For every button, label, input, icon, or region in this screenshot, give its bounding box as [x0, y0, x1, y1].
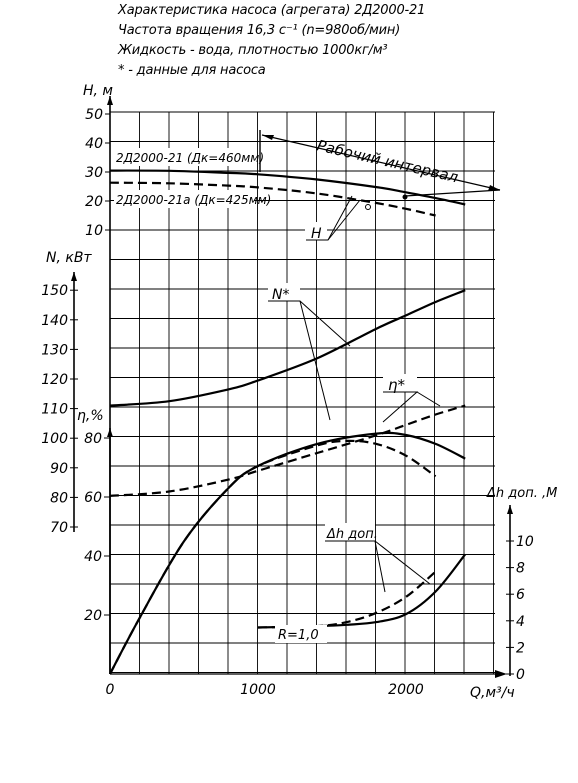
n-axis-arrow — [71, 272, 77, 281]
series-N-dashed-line — [110, 406, 465, 496]
callout-eta-leader — [417, 392, 440, 406]
header-title: Характеристика насоса (агрегата) 2Д2000-21 — [118, 3, 426, 18]
n-tick-label: 90 — [50, 460, 68, 477]
series-dh-dashed-line — [258, 572, 436, 628]
dh-tick-label: 8 — [516, 560, 525, 577]
dh-tick-label: 4 — [516, 613, 525, 630]
n-tick-label: 120 — [41, 372, 68, 388]
n-tick-label: 70 — [50, 520, 68, 536]
eta-axis-label: η,% — [77, 408, 104, 424]
eta-tick-label: 60 — [84, 490, 102, 506]
dh-tick-label: 6 — [516, 587, 525, 604]
callout-h-label: H — [311, 226, 322, 242]
callout-r-label: R=1,0 — [278, 628, 319, 643]
n-tick-label: 80 — [50, 490, 68, 507]
header-liquid: Жидкость - вода, плотностью 1000кг/м³ — [118, 43, 388, 58]
work-point — [366, 205, 371, 210]
callout-h-leader — [328, 200, 360, 240]
n-tick-label: 130 — [41, 342, 68, 359]
series-eta-dashed-line — [110, 441, 436, 674]
eta-axis-arrow — [107, 428, 113, 437]
q-axis-arrow — [495, 670, 507, 678]
work-interval-arrow — [262, 135, 274, 140]
callout-n-label: N* — [272, 287, 290, 303]
dh-axis-label: Δh доп. ,М — [487, 486, 558, 501]
work-interval-label: Рабочий интервал — [315, 136, 460, 187]
q-axis-label: Q,м³/ч — [470, 685, 515, 701]
eta-tick-label: 80 — [84, 431, 102, 447]
eta-tick-label: 20 — [84, 608, 102, 624]
q-tick-label: 1000 — [240, 682, 276, 698]
n-tick-label: 150 — [41, 283, 68, 300]
dh-tick-label: 0 — [516, 667, 525, 683]
h-tick-label: 30 — [85, 165, 103, 181]
n-tick-label: 110 — [41, 401, 68, 418]
dh-axis-arrow — [507, 505, 513, 514]
work-interval-arrow — [488, 185, 500, 191]
h-tick-label: 50 — [85, 107, 103, 123]
h-tick-label: 20 — [85, 194, 103, 210]
work-interval-right — [405, 190, 500, 196]
callout-eta-label: η* — [388, 376, 406, 394]
series-label-h-460: 2Д2000-21 (Дк=460мм) — [116, 151, 265, 165]
callout-n-leader — [268, 301, 350, 346]
n-axis-label: N, кВт — [46, 250, 92, 266]
callout-dh-leader — [375, 541, 430, 584]
n-tick-label: 100 — [41, 431, 68, 448]
callout-dh-label: Δh доп. — [327, 527, 378, 542]
h-tick-label: 10 — [85, 223, 103, 239]
n-tick-label: 140 — [41, 312, 68, 329]
header-speed: Частота вращения 16,3 с⁻¹ (n=980об/мин) — [118, 23, 401, 38]
header-note: * - данные для насоса — [118, 63, 266, 78]
q-tick-label: 2000 — [388, 682, 424, 698]
h-axis-label: H, м — [83, 83, 113, 99]
q-tick-label: 0 — [105, 682, 115, 698]
eta-tick-label: 40 — [84, 549, 102, 565]
series-label-h-425: 2Д2000-21а (Дк=425мм) — [116, 193, 272, 207]
dh-tick-label: 2 — [516, 640, 525, 657]
h-tick-label: 40 — [85, 136, 103, 152]
work-point — [403, 195, 408, 200]
dh-tick-label: 10 — [516, 534, 534, 550]
